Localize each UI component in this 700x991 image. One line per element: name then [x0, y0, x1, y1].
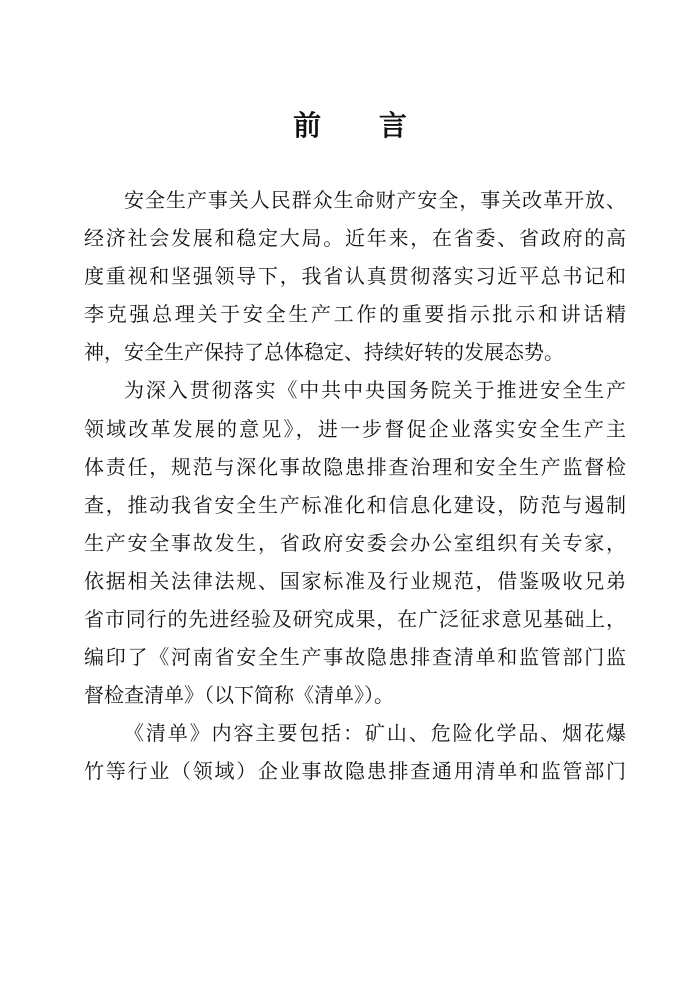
text-line: 体责任，规范与深化事故隐患排查治理和安全生产监督检 [84, 454, 626, 479]
text-line: 编印了《河南省安全生产事故隐患排查清单和监管部门监 [84, 645, 626, 670]
text-line: 《清单》内容主要包括：矿山、危险化学品、烟花爆 [124, 721, 626, 746]
text-line: 依据相关法律法规、国家标准及行业规范，借鉴吸收兄弟 [84, 568, 626, 593]
page-title: 前 言 [293, 109, 431, 142]
text-line: 神，安全生产保持了总体稳定、持续好转的发展态势。 [84, 340, 564, 365]
text-line: 李克强总理关于安全生产工作的重要指示批示和讲话精 [84, 302, 626, 327]
text-line: 度重视和坚强领导下，我省认真贯彻落实习近平总书记和 [84, 264, 626, 289]
paragraph-2 [84, 371, 626, 714]
text-line: 经济社会发展和稳定大局。近年来，在省委、省政府的高 [84, 226, 626, 251]
text-line: 省市同行的先进经验及研究成果，在广泛征求意见基础上， [84, 607, 626, 632]
text-line: 竹等行业（领域）企业事故隐患排查通用清单和监管部门 [84, 759, 626, 784]
text-line: 为深入贯彻落实《中共中央国务院关于推进安全生产 [124, 378, 626, 403]
paragraph-3 [84, 714, 626, 790]
text-line: 领域改革发展的意见》，进一步督促企业落实安全生产主 [84, 416, 626, 441]
text-line: 查，推动我省安全生产标准化和信息化建设，防范与遏制 [84, 492, 626, 517]
text-line: 安全生产事关人民群众生命财产安全，事关改革开放、 [124, 188, 626, 212]
paragraph-1 [84, 181, 626, 371]
text-line: 生产安全事故发生，省政府安委会办公室组织有关专家， [84, 530, 626, 555]
body-text [84, 181, 626, 791]
text-line: 督检查清单》（以下简称《清单》）。 [84, 683, 394, 708]
